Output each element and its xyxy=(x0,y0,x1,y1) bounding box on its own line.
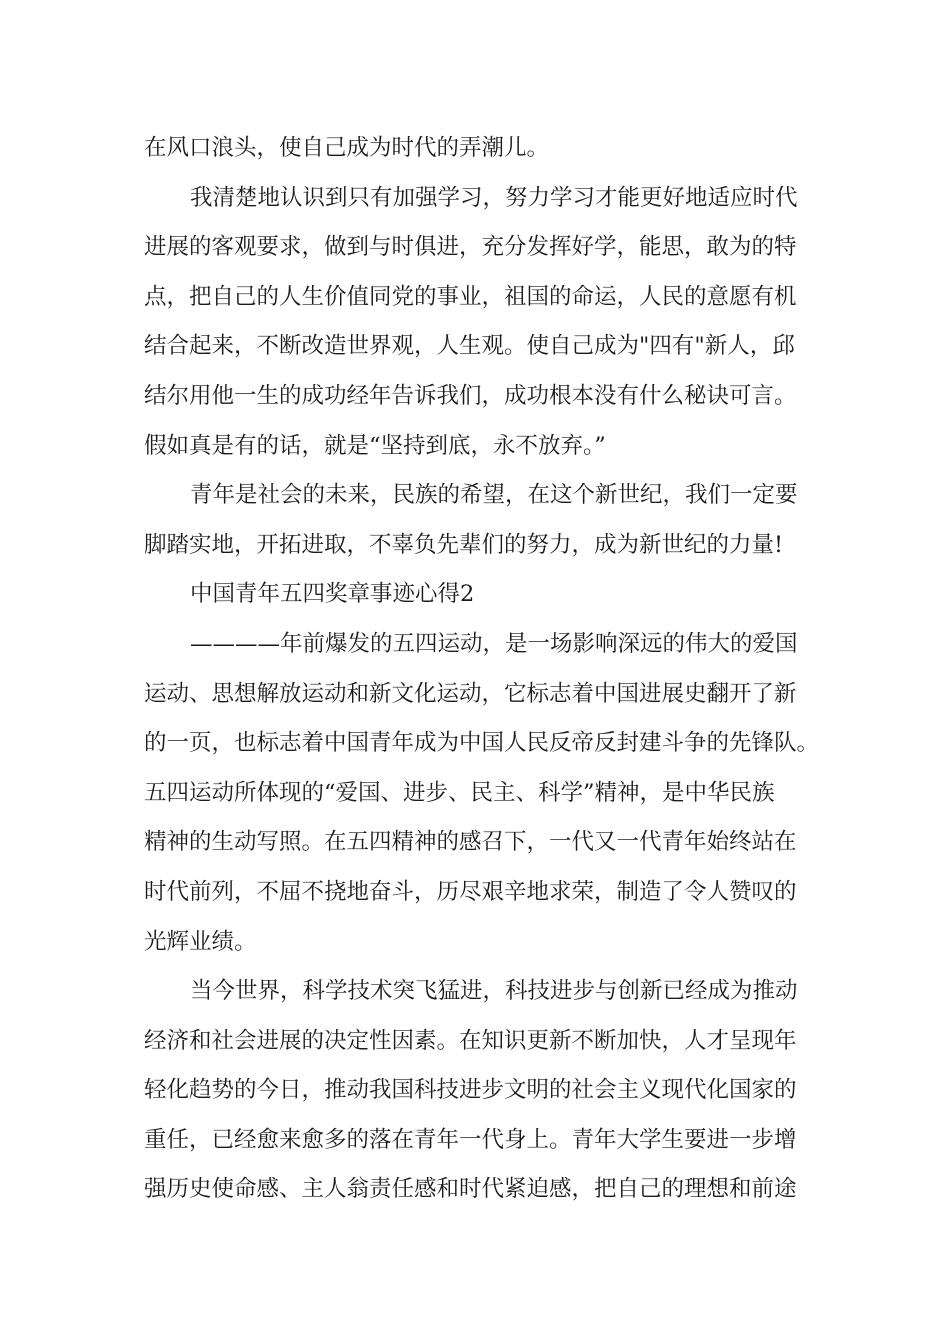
text-line: 精神的生动写照。在五四精神的感召下，一代又一代青年始终站在 xyxy=(144,829,797,856)
text-line: 结合起来，不断改造世界观，人生观。使自己成为"四有"新人，邱 xyxy=(144,333,795,360)
text-line: ————年前爆发的五四运动，是一场影响深远的伟大的爱国 xyxy=(190,630,798,657)
text-line: 的一页，也标志着中国青年成为中国人民反帝反封建斗争的先锋队。 xyxy=(144,730,820,757)
text-line: 点，把自己的人生价值同党的事业，祖国的命运，人民的意愿有机 xyxy=(144,283,797,310)
text-line: 脚踏实地，开拓进取，不辜负先辈们的努力，成为新世纪的力量! xyxy=(144,531,784,558)
text-line: 结尔用他一生的成功经年告诉我们，成功根本没有什么秘诀可言。 xyxy=(144,382,797,409)
text-line: 时代前列，不屈不挠地奋斗，历尽艰辛地求荣，制造了令人赞叹的 xyxy=(144,878,797,905)
text-line: 光辉业绩。 xyxy=(144,928,257,955)
text-line: 我清楚地认识到只有加强学习，努力学习才能更好地适应时代 xyxy=(190,184,798,211)
text-line: 当今世界，科学技术突飞猛进，科技进步与创新已经成为推动 xyxy=(190,978,798,1005)
text-line: 五四运动所体现的“爱国、进步、民主、科学”精神，是中华民族 xyxy=(144,779,775,806)
text-line: 重任，已经愈来愈多的落在青年一代身上。青年大学生要进一步增 xyxy=(144,1126,797,1153)
text-line: 进展的客观要求，做到与时俱进，充分发挥好学，能思，敢为的特 xyxy=(144,234,797,261)
text-line: 经济和社会进展的决定性因素。在知识更新不断加快，人才呈现年 xyxy=(144,1027,797,1054)
document-body xyxy=(144,124,820,1215)
text-line: 在风口浪头，使自己成为时代的弄潮儿。 xyxy=(144,135,550,161)
text-line: 轻化趋势的今日，推动我国科技进步文明的社会主义现代化国家的 xyxy=(144,1077,797,1104)
text-line: 强历史使命感、主人翁责任感和时代紧迫感，把自己的理想和前途 xyxy=(144,1176,797,1203)
section-heading: 中国青年五四奖章事迹心得2 xyxy=(190,581,475,608)
text-line: 运动、思想解放运动和新文化运动，它标志着中国进展史翻开了新 xyxy=(144,680,797,707)
text-line: 假如真是有的话，就是“坚持到底，永不放弃。” xyxy=(144,432,606,459)
text-line: 青年是社会的未来，民族的希望，在这个新世纪，我们一定要 xyxy=(190,482,798,509)
